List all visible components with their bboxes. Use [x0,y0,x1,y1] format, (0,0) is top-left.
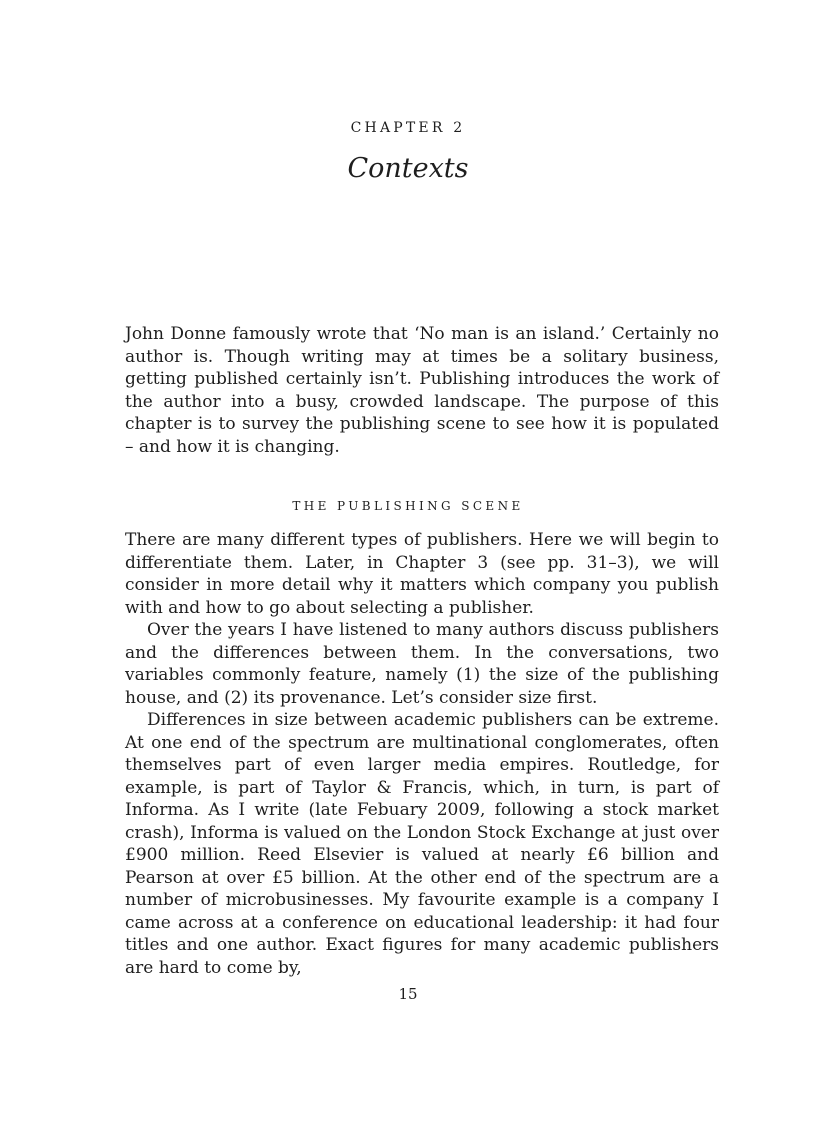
intro-paragraph: John Donne famously wrote that ‘No man is an island.’ Certainly no author is. Though writing may at times be a solitary business, getting published certainly isn’t. Publishing introduces the work of the author into a busy, crowded landscape. The purpose of this chapter is to survey the publishing scene to see how it is populated – and how it is changing. [125,324,719,457]
body-paragraph-2: Over the years I have listened to many authors discuss publishers and the differences between them. In the conversations, two variables commonly feature, namely (1) the size of the publishing house, and (2) its provenance. Let’s consider size first. [125,620,719,708]
chapter-title: Contexts [347,153,469,184]
chapter-label: CHAPTER 2 [350,120,466,136]
body-paragraph-3: Differences in size between academic publishers can be extreme. At one end of the spectrum are multinational conglomerates, often themselves part of even larger media empires. Routledge, for example, is part of Taylor & Francis, which, in turn, is part of Informa. As I write (late Febuary 2009, following a stock market crash), Informa is valued on the London Stock Exchange at just over £900 million. Reed Elsevier is valued at nearly £6 billion and Pearson at over £5 billion. At the other end of the spectrum are a number of microbusinesses. My favourite example is a company I came across at a conference on educational leadership: it had four titles and one author. Exact figures for many academic publishers are hard to come by, [125,710,719,978]
section-heading: THE PUBLISHING SCENE [292,499,524,513]
section-body [125,529,719,979]
intro-section [125,323,719,458]
page-number: 15 [398,985,418,1003]
body-paragraph-1: There are many different types of publishers. Here we will begin to differentiate them. Later, in Chapter 3 (see pp. 31–3), we will consider in more detail why it matters which company you publish with and how to go about selecting a publisher. [125,530,719,618]
